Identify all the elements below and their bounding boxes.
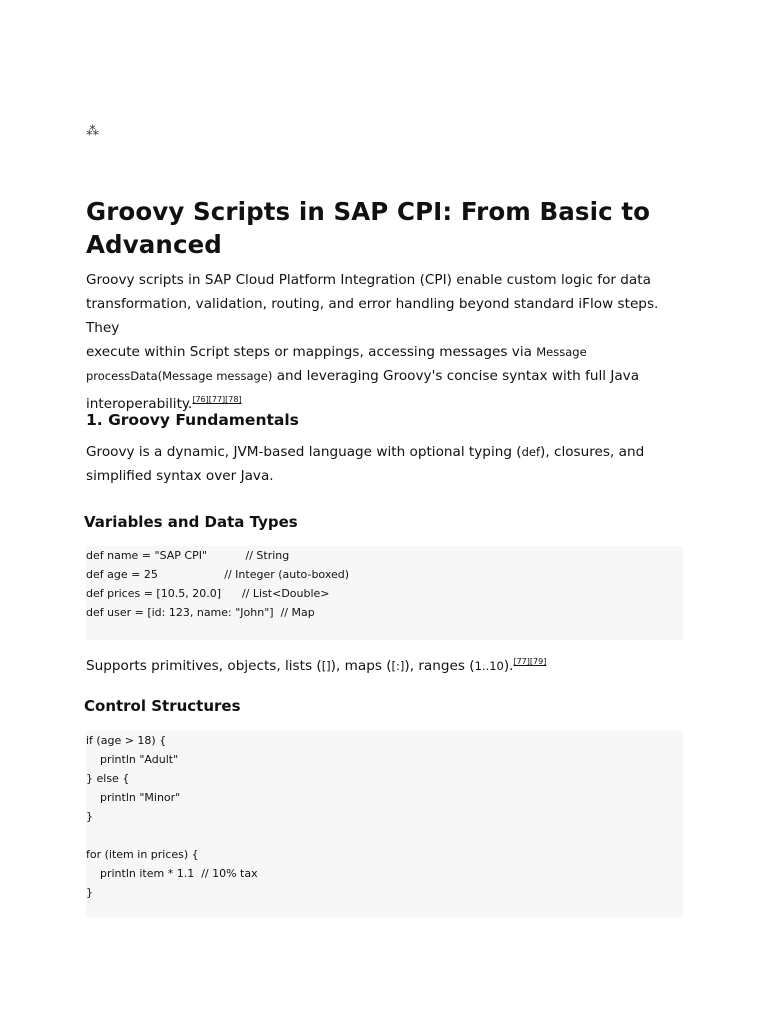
intro-line-3-text: execute within Script steps or mappings, accessing messages via — [86, 344, 537, 360]
page-title — [86, 195, 686, 261]
supports-text-a: Supports primitives, objects, lists ( — [86, 658, 322, 674]
inline-code-map: [:] — [391, 659, 405, 673]
code-line: def name = "SAP CPI" // String — [86, 549, 290, 562]
page-title-line-1: Groovy Scripts in SAP CPI: From Basic to — [86, 197, 651, 226]
supports-paragraph — [86, 650, 686, 678]
page-title-line-2: Advanced — [86, 230, 222, 259]
code-block-variables — [86, 546, 683, 640]
code-line: println "Minor" — [86, 791, 181, 804]
code-line: println "Adult" — [86, 753, 179, 766]
inline-code-message: Message — [536, 345, 587, 359]
code-line: println item * 1.1 // 10% tax — [86, 867, 258, 880]
code-line: if (age > 18) { — [86, 734, 167, 747]
fundamentals-line-1a: Groovy is a dynamic, JVM-based language with optional typing ( — [86, 444, 522, 460]
code-line: def user = [id: 123, name: "John"] // Map — [86, 606, 315, 619]
subheading-control-structures: Control Structures — [84, 697, 241, 715]
code-line: } else { — [86, 772, 130, 785]
intro-paragraph — [86, 268, 686, 416]
inline-code-def: def — [521, 445, 541, 459]
section-heading-fundamentals: 1. Groovy Fundamentals — [86, 411, 299, 429]
inline-code-list: [] — [321, 659, 331, 673]
supports-text-c: ), ranges ( — [404, 658, 475, 674]
asterism-logo-icon: ⁂ — [86, 124, 99, 139]
inline-code-range: 1..10 — [474, 659, 504, 673]
citation-link[interactable]: [77][79] — [513, 657, 547, 666]
code-block-control-structures — [86, 731, 683, 917]
supports-text-b: ), maps ( — [330, 658, 392, 674]
citation-link[interactable]: [76][77][78] — [192, 395, 242, 404]
intro-line-5-text: interoperability. — [86, 396, 193, 412]
code-line — [86, 826, 683, 845]
subheading-variables: Variables and Data Types — [84, 513, 298, 531]
intro-line-4-text: and leveraging Groovy's concise syntax with full Java — [272, 368, 640, 384]
intro-line-2: transformation, validation, routing, and error handling beyond standard iFlow steps. They — [86, 296, 659, 336]
fundamentals-line-2: simplified syntax over Java. — [86, 468, 274, 484]
inline-code-processdata: processData(Message message) — [86, 369, 273, 383]
intro-line-1: Groovy scripts in SAP Cloud Platform Integration (CPI) enable custom logic for data — [86, 272, 651, 288]
code-line: def age = 25 // Integer (auto-boxed) — [86, 568, 350, 581]
code-line: for (item in prices) { — [86, 848, 199, 861]
code-line: } — [86, 810, 93, 823]
code-line: def prices = [10.5, 20.0] // List<Double> — [86, 587, 330, 600]
fundamentals-paragraph — [86, 440, 686, 488]
fundamentals-line-1b: ), closures, and — [540, 444, 645, 460]
supports-text-d: ). — [503, 658, 514, 674]
code-line: } — [86, 886, 93, 899]
